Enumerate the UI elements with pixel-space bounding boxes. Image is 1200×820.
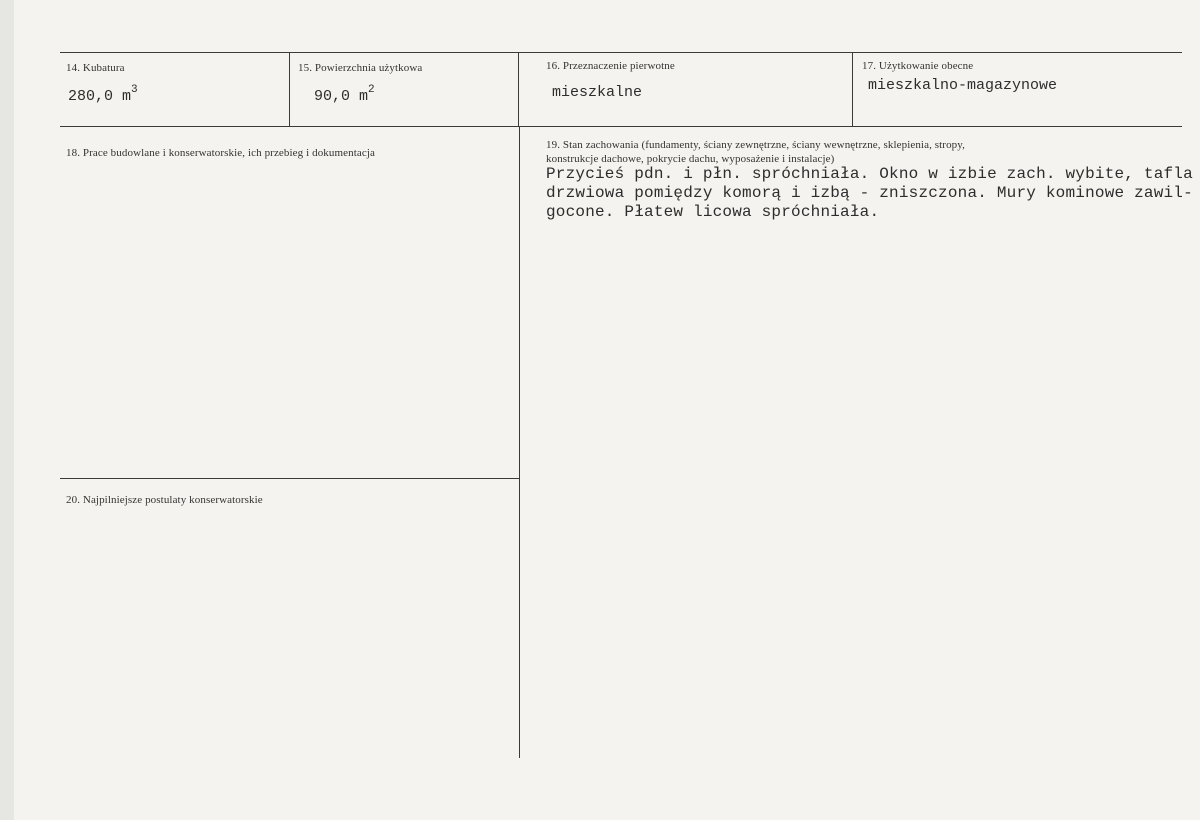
kubatura-value bbox=[68, 86, 138, 105]
row1-bottom-rule bbox=[60, 126, 1182, 127]
stan-text bbox=[546, 165, 1193, 222]
uzytkowanie-label: 17. Użytkowanie obecne bbox=[862, 60, 974, 72]
stan-text-line: Przycieś pdn. i płn. spróchniała. Okno w izbie zach. wybite, tafla bbox=[546, 165, 1193, 183]
section18-bottom-rule bbox=[60, 478, 520, 479]
powierzchnia-number: 90,0 m bbox=[314, 88, 369, 105]
powierzchnia-exponent: 2 bbox=[368, 84, 375, 96]
kubatura-exponent: 3 bbox=[131, 84, 138, 96]
kubatura-number: 280,0 m bbox=[68, 88, 132, 105]
powierzchnia-label: 15. Powierzchnia użytkowa bbox=[298, 62, 423, 74]
divider-15-16 bbox=[518, 52, 519, 126]
top-rule bbox=[60, 52, 1182, 53]
divider-14-15 bbox=[289, 52, 290, 126]
uzytkowanie-value: mieszkalno-magazynowe bbox=[868, 77, 1058, 94]
przeznaczenie-label: 16. Przeznaczenie pierwotne bbox=[546, 60, 675, 72]
stan-label-line1: 19. Stan zachowania (fundamenty, ściany zewnętrzne, ściany wewnętrzne, sklepienia, stropy, bbox=[546, 139, 966, 151]
stan-text-line: gocone. Płatew licowa spróchniała. bbox=[546, 203, 880, 221]
powierzchnia-value bbox=[314, 86, 375, 105]
postulaty-label: 20. Najpilniejsze postulaty konserwatorskie bbox=[66, 494, 263, 506]
card-edge bbox=[0, 0, 14, 820]
kubatura-label: 14. Kubatura bbox=[66, 62, 125, 74]
prace-label: 18. Prace budowlane i konserwatorskie, ich przebieg i dokumentacja bbox=[66, 147, 375, 159]
divider-main bbox=[519, 126, 520, 758]
przeznaczenie-value: mieszkalne bbox=[552, 84, 643, 101]
stan-text-line: drzwiowa pomiędzy komorą i izbą - zniszczona. Mury kominowe zawil- bbox=[546, 184, 1193, 202]
divider-16-17 bbox=[852, 52, 853, 126]
stan-label-line2: konstrukcje dachowe, pokrycie dachu, wyposażenie i instalacje) bbox=[546, 153, 835, 165]
record-card bbox=[14, 0, 1200, 820]
